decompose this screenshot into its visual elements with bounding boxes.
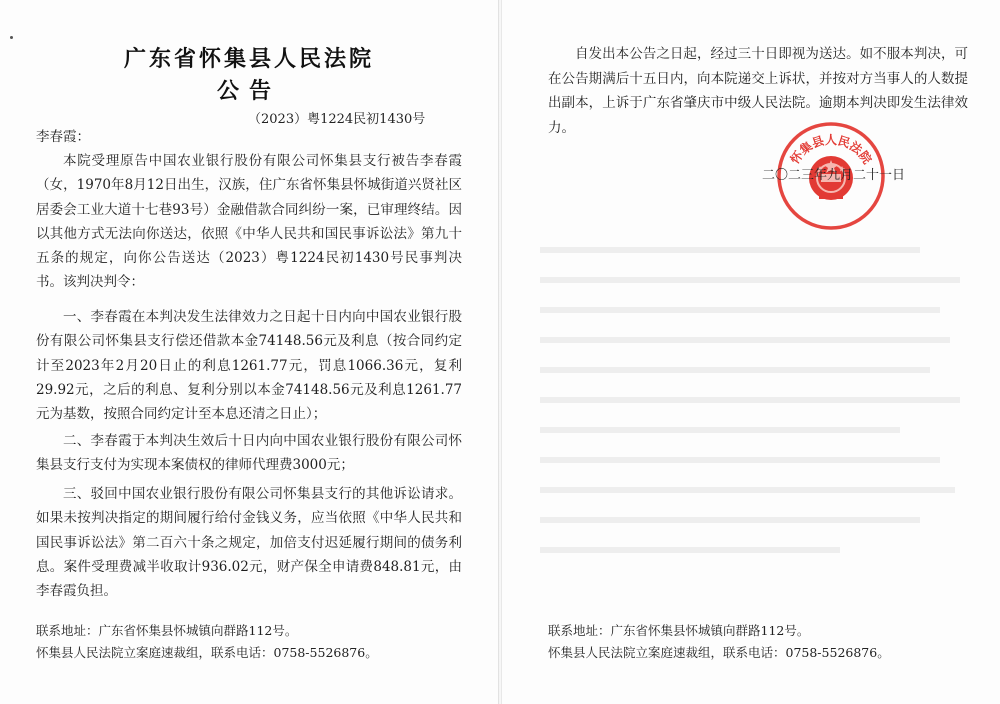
contact-address: 联系地址：广东省怀集县怀城镇向群路112号。 bbox=[548, 623, 810, 638]
seal-text: 怀集县人民法院 bbox=[787, 133, 875, 167]
paragraph-judgment-3 bbox=[36, 482, 462, 603]
paragraph-service-notice bbox=[548, 42, 968, 140]
paragraph-text: 二、李春霞于本判决生效后十日内向中国农业银行股份有限公司怀集县支行支付为实现本案债权的律师代理费3000元； bbox=[36, 433, 462, 474]
scan-speck bbox=[10, 36, 13, 39]
notice-title: 公告 bbox=[216, 78, 281, 104]
footer-contact-right bbox=[548, 620, 890, 664]
paragraph-judgment-1 bbox=[36, 305, 462, 426]
contact-address: 联系地址：广东省怀集县怀城镇向群路112号。 bbox=[36, 623, 298, 638]
footer-contact-left bbox=[36, 620, 378, 664]
contact-phone: 怀集县人民法院立案庭速裁组，联系电话：0758-5526876。 bbox=[36, 645, 378, 660]
court-title: 广东省怀集县人民法院 bbox=[123, 46, 374, 72]
notice-date: 二〇二三年九月二十一日 bbox=[762, 168, 906, 183]
paragraph-text: 自发出本公告之日起，经过三十日即视为送达。如不服本判决，可在公告期满后十五日内，向本院递交上诉状，并按对方当事人的人数提出副本，上诉于广东省肇庆市中级人民法院。逾期本判决即发生法律效力。 bbox=[548, 46, 968, 136]
faint-bleedthrough bbox=[540, 240, 970, 600]
case-number: （2023）粤1224民初1430号 bbox=[248, 112, 426, 127]
left-page bbox=[0, 0, 498, 704]
contact-phone: 怀集县人民法院立案庭速裁组，联系电话：0758-5526876。 bbox=[548, 645, 890, 660]
addressee: 李春霞： bbox=[36, 129, 90, 145]
paragraph-judgment-2 bbox=[36, 429, 462, 478]
paragraph-text: 一、李春霞在本判决发生法律效力之日起十日内向中国农业银行股份有限公司怀集县支行偿还借款本金74148.56元及利息（按合同约定计至2023年2月20日止的利息1261.77元，罚息1066.36元，复利29.92元，之后的利息、复利分别以本金74148.56元及利息1261.77元为基数，按照合同约定计至本息还清之日止）； bbox=[36, 309, 462, 423]
paragraph-intro bbox=[36, 149, 462, 295]
paragraph-text: 三、驳回中国农业银行股份有限公司怀集县支行的其他诉讼请求。如果未按判决指定的期间履行给付金钱义务，应当依照《中华人民共和国民事诉讼法》第二百六十条之规定，加倍支付迟延履行期间的债务利息。案件受理费减半收取计936.02元，财产保全申请费848.81元，由李春霞负担。 bbox=[36, 486, 462, 600]
paragraph-text: 本院受理原告中国农业银行股份有限公司怀集县支行被告李春霞（女，1970年8月12日出生，汉族，住广东省怀集县怀城街道兴贤社区居委会工业大道十七巷93号）金融借款合同纠纷一案，已审理终结。因以其他方式无法向你送达，依照《中华人民共和国民事诉讼法》第九十五条的规定，向你公告送达（2023）粤1224民初1430号民事判决书。该判决判令： bbox=[36, 153, 462, 291]
